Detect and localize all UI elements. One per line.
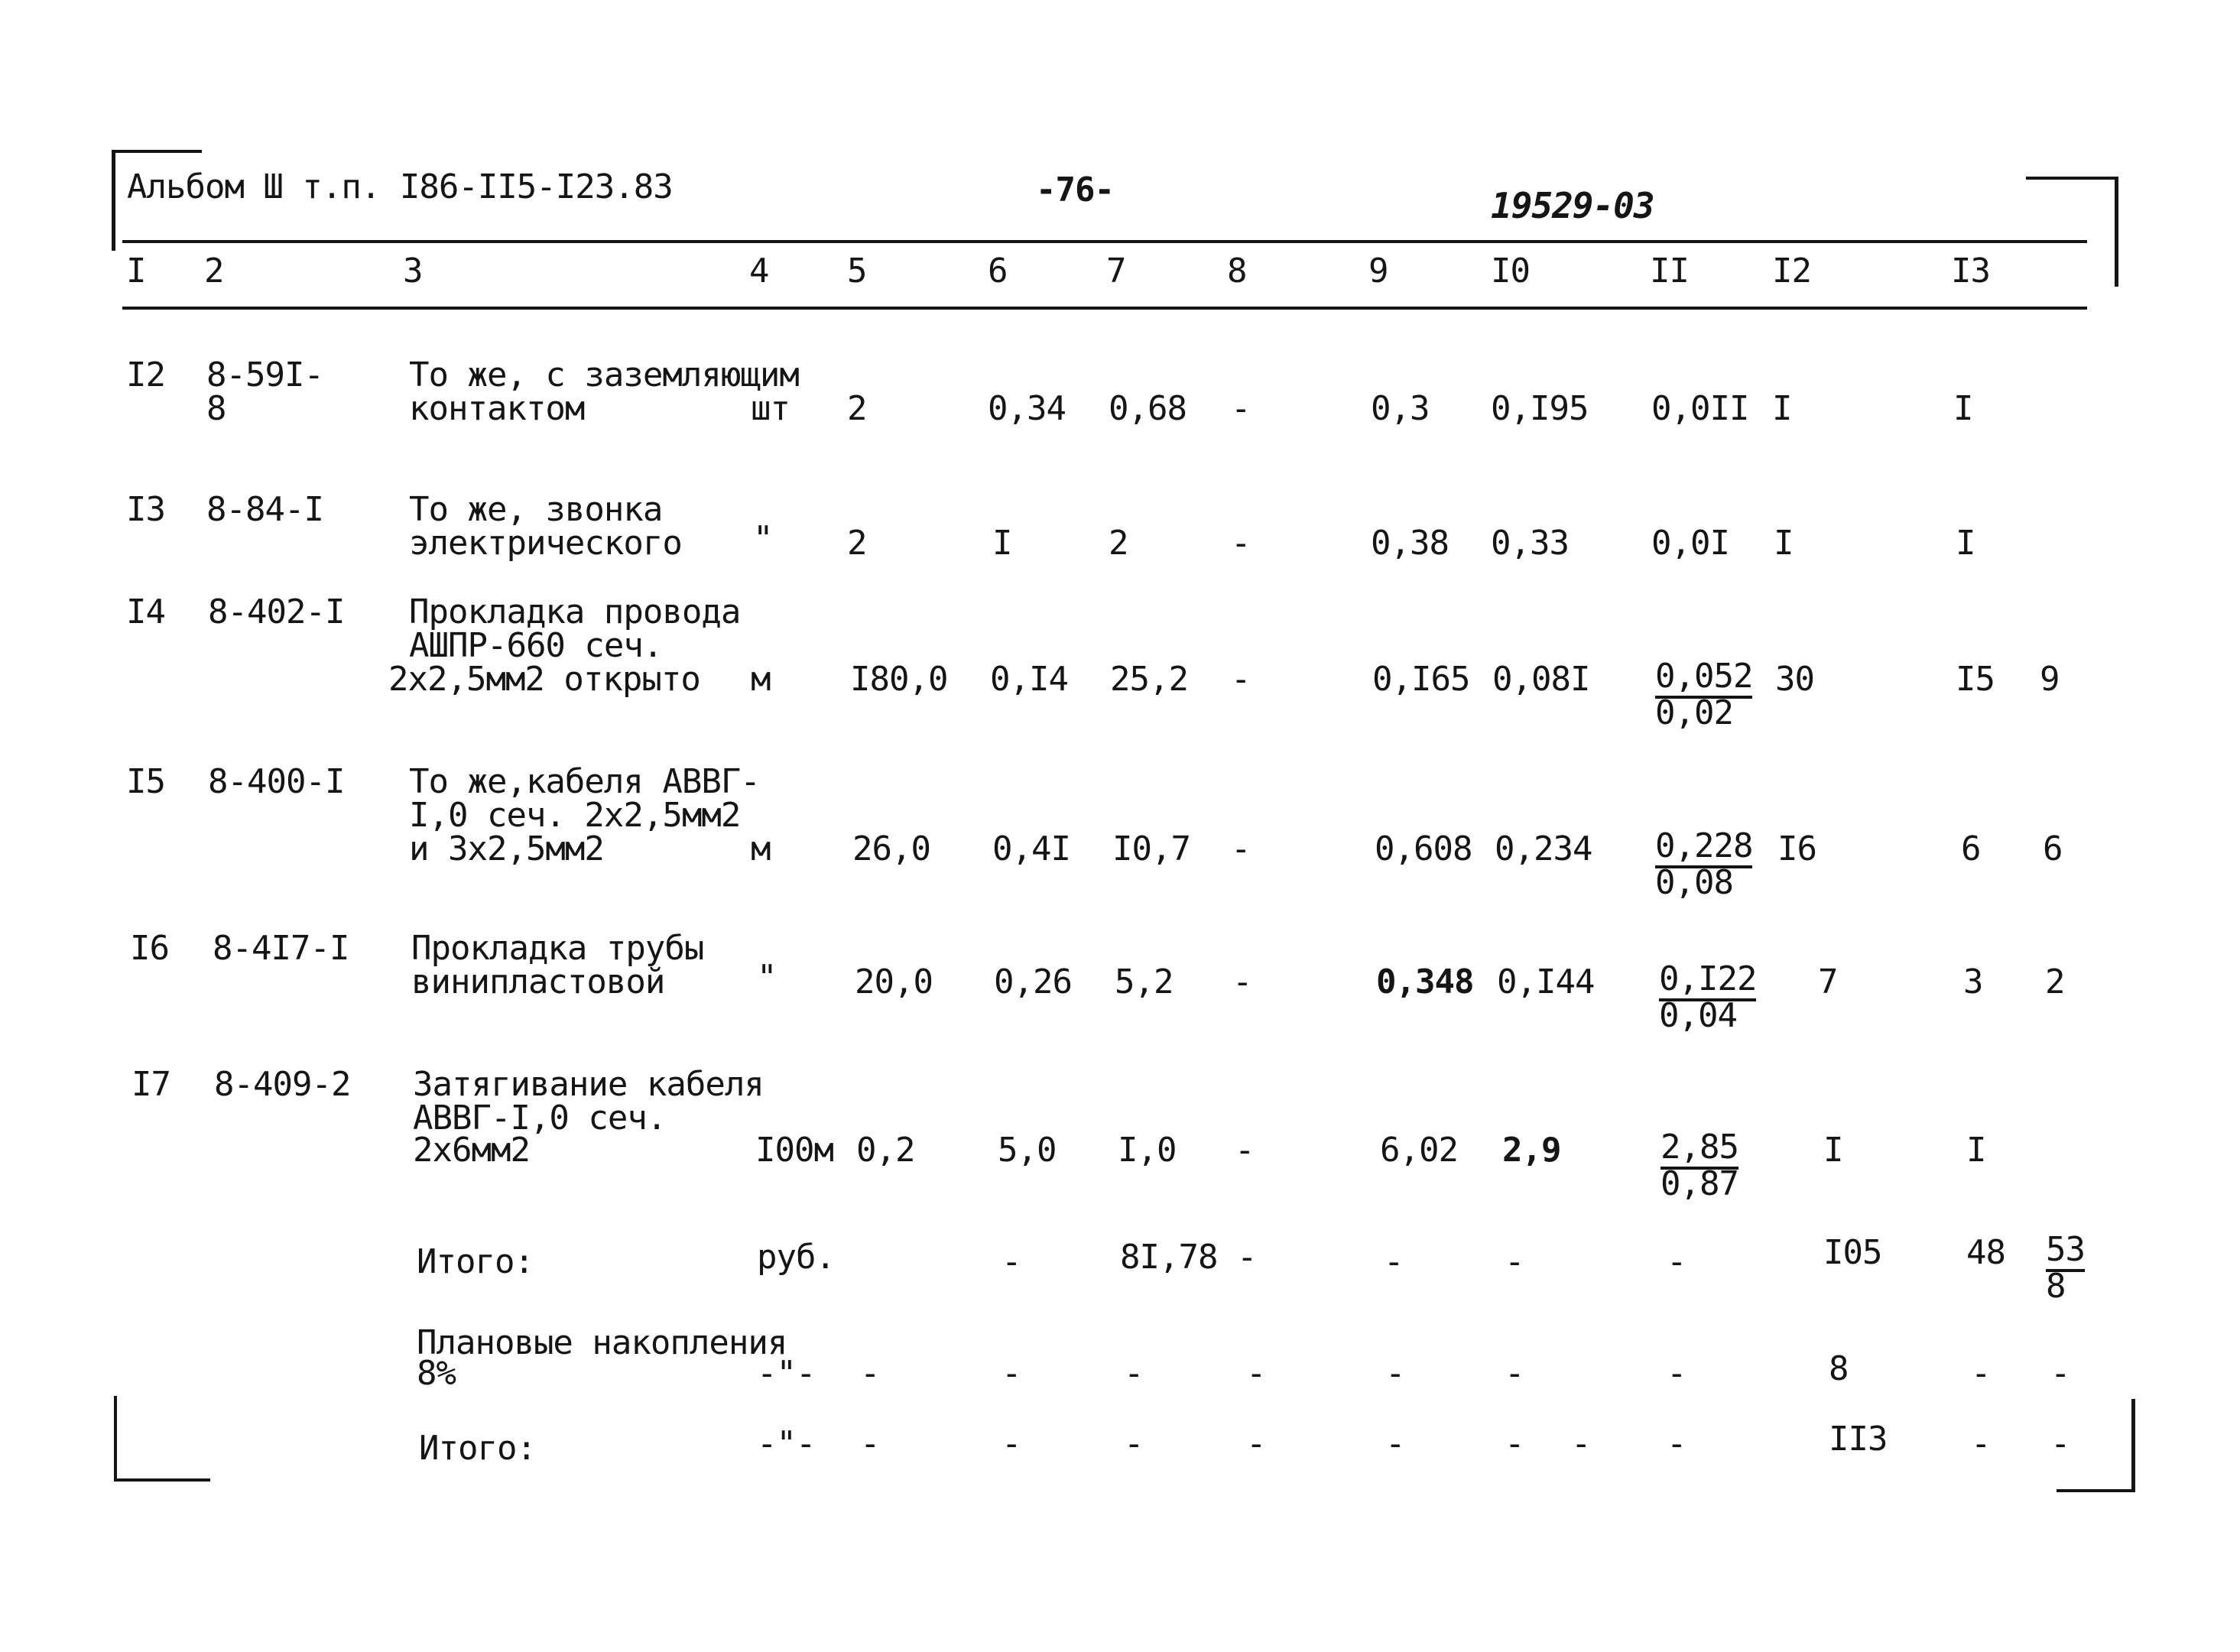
- norm-code: 8-402-I: [208, 592, 345, 631]
- grand-total-column-12: II3: [1829, 1420, 1888, 1459]
- column-9-value: 0,3: [1371, 389, 1430, 428]
- norm-code: 8-4I7-I: [213, 929, 349, 968]
- work-description: Прокладка трубы: [411, 929, 704, 968]
- planned-column-13: -: [1971, 1354, 1991, 1393]
- work-description: То же, с заземляющим: [409, 355, 799, 394]
- quantity: 2: [847, 524, 867, 563]
- column-10-value: 0,I95: [1491, 389, 1589, 428]
- row-number: I2: [126, 355, 165, 394]
- column-12-value: 7: [1818, 962, 1838, 1001]
- planned-column-7: -: [1124, 1354, 1144, 1393]
- column-8-value: -: [1232, 962, 1252, 1001]
- work-description: электрического: [409, 524, 682, 563]
- grand-total-column-6: -: [1002, 1424, 1021, 1463]
- grand-total-label: Итого:: [419, 1429, 536, 1468]
- grand-total-column-14: -: [2050, 1424, 2070, 1463]
- grand-total-unit: -"-: [757, 1424, 816, 1463]
- work-description: То же, звонка: [409, 490, 663, 529]
- column-14-value: 2: [2045, 962, 2065, 1001]
- column-11-numerator: 2,85: [1661, 1130, 1738, 1170]
- planned-column-9: -: [1385, 1354, 1405, 1393]
- column-13-value: I5: [1956, 660, 1995, 699]
- total-column-12: I05: [1823, 1233, 1882, 1272]
- planned-column-12: 8: [1829, 1349, 1849, 1388]
- total-column-14-numerator: 53: [2046, 1232, 2085, 1272]
- column-14-value: 9: [2040, 660, 2060, 699]
- frame-top-left-vertical: [112, 150, 115, 251]
- frame-top-right-vertical: [2115, 177, 2118, 287]
- column-10-value: 0,08I: [1492, 660, 1590, 699]
- unit-cost: 0,26: [994, 962, 1072, 1001]
- column-13-value: 6: [1961, 829, 1981, 868]
- total-column-9: -: [1384, 1242, 1404, 1281]
- total-cost: 2: [1109, 524, 1128, 563]
- total-cost: I,0: [1118, 1131, 1177, 1170]
- unit: I00м: [755, 1131, 833, 1170]
- column-number: 7: [1106, 252, 1126, 290]
- column-9-value: 0,348: [1376, 962, 1474, 1001]
- frame-bottom-right-vertical: [2131, 1399, 2135, 1492]
- column-11-numerator: 0,I22: [1659, 962, 1756, 1001]
- column-13-value: 3: [1963, 962, 1983, 1001]
- work-description: АШПР-660 сеч.: [409, 626, 663, 665]
- norm-code: 8-59I-: [206, 355, 323, 394]
- work-description: контактом: [409, 389, 585, 428]
- grand-total-column-10b: -: [1571, 1424, 1591, 1463]
- column-number: 9: [1368, 252, 1388, 290]
- column-number: 2: [204, 252, 224, 290]
- column-number: 3: [403, 252, 423, 290]
- column-13-value: I: [1953, 389, 1973, 428]
- work-description: Затягивание кабеля: [413, 1065, 764, 1104]
- album-reference: Альбом Ш т.п. I86-II5-I23.83: [127, 167, 673, 206]
- column-number: 8: [1227, 252, 1247, 290]
- planned-column-14: -: [2050, 1354, 2070, 1393]
- column-11-denominator: 0,08: [1655, 863, 1733, 902]
- column-8-value: -: [1231, 829, 1251, 868]
- column-11-value: 0,0II: [1651, 389, 1749, 428]
- unit-cost: 5,0: [998, 1131, 1057, 1170]
- column-10-value: 0,33: [1491, 524, 1569, 563]
- column-11-numerator: 0,052: [1655, 659, 1752, 699]
- column-8-value: -: [1231, 389, 1251, 428]
- row-number: I5: [126, 762, 165, 801]
- total-column-11: -: [1667, 1242, 1686, 1281]
- total-cost: 5,2: [1115, 962, 1174, 1001]
- row-number: I4: [126, 592, 165, 631]
- total-column-10: -: [1505, 1242, 1524, 1281]
- frame-top-left-horizontal: [112, 150, 202, 153]
- quantity: 2: [847, 389, 867, 428]
- planned-column-6: -: [1002, 1354, 1021, 1393]
- column-12-value: I6: [1777, 829, 1816, 868]
- unit-cost: 0,I4: [990, 660, 1068, 699]
- total-cost: 25,2: [1110, 660, 1188, 699]
- total-cost: I0,7: [1112, 829, 1190, 868]
- work-description: 2х6мм2: [413, 1131, 530, 1170]
- column-11-numerator: 0,228: [1655, 829, 1752, 868]
- work-description: Прокладка провода: [409, 592, 741, 631]
- grand-total-column-13: -: [1971, 1424, 1991, 1463]
- frame-bottom-left-horizontal: [114, 1478, 210, 1482]
- row-number: I6: [130, 929, 169, 968]
- planned-column-5: -: [860, 1354, 880, 1393]
- work-description: и 3х2,5мм2: [409, 829, 604, 868]
- column-13-value: I: [1966, 1131, 1986, 1170]
- frame-top-right-horizontal: [2026, 177, 2118, 180]
- grand-total-column-9: -: [1385, 1424, 1405, 1463]
- column-11-value: 0,0I: [1651, 524, 1729, 563]
- grand-total-column-10: -: [1505, 1424, 1524, 1463]
- work-description: I,0 сеч. 2х2,5мм2: [409, 796, 741, 835]
- column-9-value: 0,608: [1375, 829, 1472, 868]
- column-11-denominator: 0,02: [1655, 693, 1733, 732]
- column-9-value: 6,02: [1380, 1131, 1458, 1170]
- total-column-6: -: [1002, 1242, 1021, 1281]
- frame-bottom-left-vertical: [114, 1396, 117, 1482]
- unit: ": [753, 519, 773, 558]
- grand-total-column-11: -: [1667, 1424, 1686, 1463]
- quantity: 20,0: [855, 962, 933, 1001]
- planned-column-10: -: [1505, 1354, 1524, 1393]
- unit: шт: [751, 389, 790, 428]
- unit: м: [751, 660, 771, 699]
- column-14-value: 6: [2043, 829, 2063, 868]
- column-12-value: 30: [1775, 660, 1814, 699]
- column-8-value: -: [1231, 660, 1251, 699]
- row-number: I3: [126, 490, 165, 529]
- norm-code: 8-400-I: [208, 762, 345, 801]
- total-column-14-denominator: 8: [2046, 1267, 2066, 1306]
- total-cost: 0,68: [1109, 389, 1187, 428]
- unit: м: [751, 829, 771, 868]
- header-rule-bottom: [122, 307, 2087, 310]
- work-description: АВВГ-I,0 сеч.: [413, 1099, 667, 1138]
- column-10-value: 0,I44: [1497, 962, 1595, 1001]
- work-description: 2х2,5мм2 открыто: [388, 660, 700, 699]
- page-number: -76-: [1036, 170, 1114, 209]
- column-9-value: 0,38: [1371, 524, 1449, 563]
- norm-code: 8-84-I: [206, 490, 323, 529]
- grand-total-column-8: -: [1246, 1424, 1266, 1463]
- column-number: I0: [1491, 252, 1530, 290]
- work-description: То же,кабеля АВВГ-: [409, 762, 760, 801]
- grand-total-column-7: -: [1124, 1424, 1144, 1463]
- planned-unit: -"-: [757, 1354, 816, 1393]
- unit-cost: I: [992, 524, 1012, 563]
- planned-savings-label: Плановые накопления: [417, 1323, 787, 1362]
- norm-code: 8-409-2: [214, 1065, 351, 1104]
- column-12-value: I: [1774, 524, 1794, 563]
- unit-cost: 0,34: [988, 389, 1066, 428]
- total-unit: руб.: [757, 1238, 835, 1277]
- header-rule-top: [122, 240, 2087, 243]
- column-8-value: -: [1235, 1131, 1255, 1170]
- column-number: 5: [847, 252, 867, 290]
- grand-total-column-5: -: [860, 1424, 880, 1463]
- column-11-denominator: 0,87: [1661, 1164, 1738, 1203]
- column-number: I: [126, 252, 146, 290]
- quantity: 26,0: [852, 829, 930, 868]
- planned-column-8: -: [1246, 1354, 1266, 1393]
- column-number: II: [1650, 252, 1689, 290]
- unit: ": [757, 958, 777, 997]
- column-12-value: I: [1772, 389, 1792, 428]
- frame-bottom-right-horizontal: [2057, 1489, 2135, 1492]
- column-11-denominator: 0,04: [1659, 996, 1737, 1035]
- planned-column-11: -: [1667, 1354, 1686, 1393]
- column-10-value: 0,234: [1495, 829, 1592, 868]
- column-12-value: I: [1823, 1131, 1843, 1170]
- quantity: I80,0: [850, 660, 948, 699]
- total-column-8: -: [1237, 1238, 1257, 1277]
- column-number: 6: [988, 252, 1008, 290]
- norm-code-continued: 8: [206, 389, 226, 428]
- planned-savings-rate: 8%: [417, 1354, 456, 1393]
- total-column-7: 8I,78: [1120, 1238, 1218, 1277]
- document-code: 19529-03: [1491, 185, 1654, 226]
- column-number: 4: [749, 252, 769, 290]
- column-number: I3: [1951, 252, 1990, 290]
- column-9-value: 0,I65: [1372, 660, 1470, 699]
- total-label: Итого:: [417, 1242, 534, 1281]
- column-8-value: -: [1231, 524, 1251, 563]
- unit-cost: 0,4I: [992, 829, 1070, 868]
- total-column-13: 48: [1966, 1233, 2005, 1272]
- column-13-value: I: [1956, 524, 1975, 563]
- column-number: I2: [1772, 252, 1811, 290]
- quantity: 0,2: [856, 1131, 915, 1170]
- column-10-value: 2,9: [1502, 1131, 1561, 1170]
- row-number: I7: [131, 1065, 170, 1104]
- work-description: винипластовой: [411, 962, 665, 1001]
